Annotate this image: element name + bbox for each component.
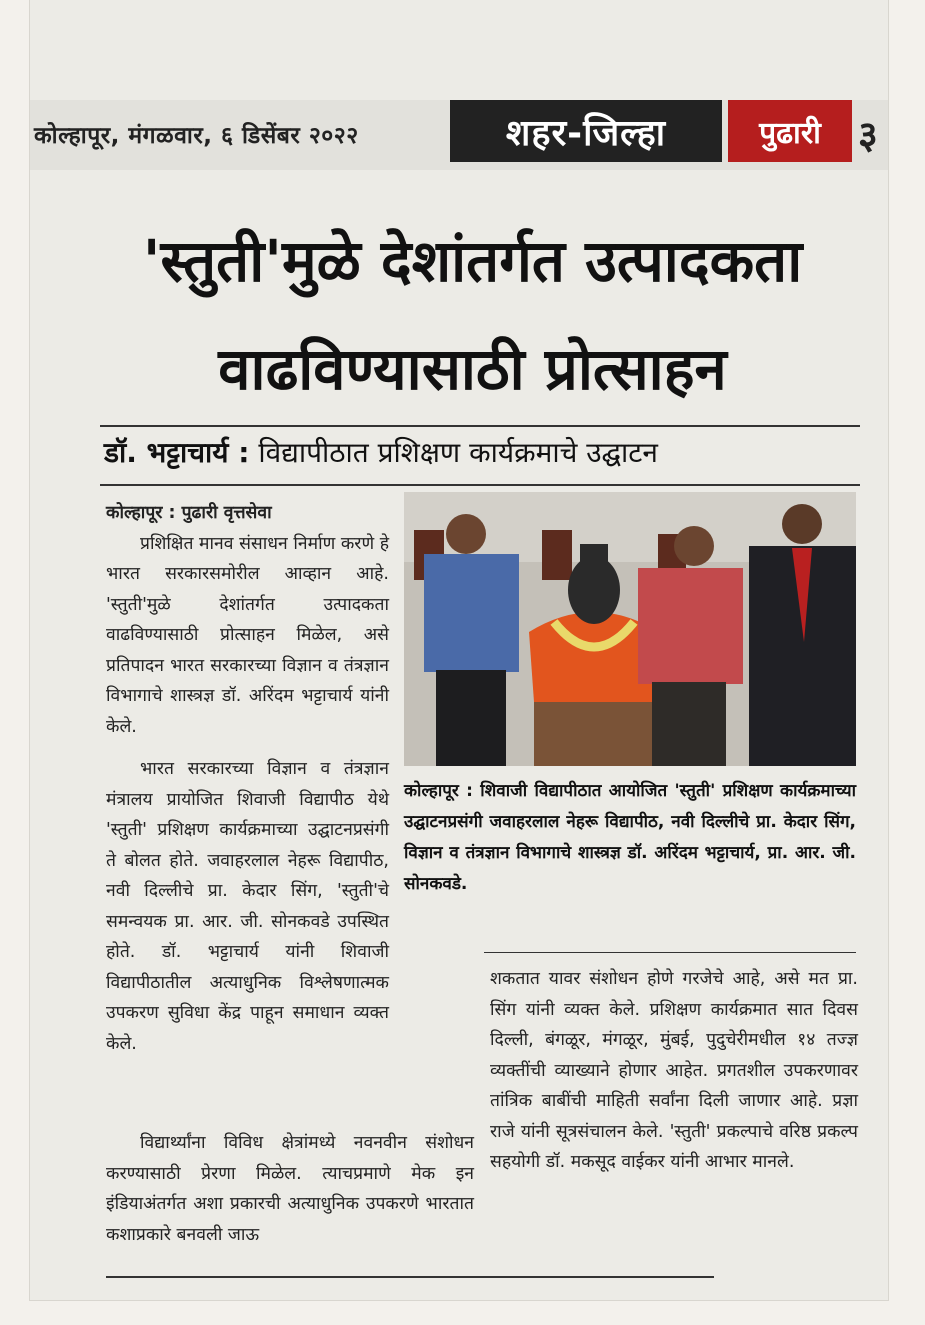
byline: कोल्हापूर : पुढारी वृत्तसेवा bbox=[106, 503, 272, 523]
event-photo bbox=[404, 492, 856, 766]
dateline: कोल्हापूर, मंगळवार, ६ डिसेंबर २०२२ bbox=[34, 123, 359, 149]
subhead-divider bbox=[100, 484, 860, 486]
column-divider bbox=[484, 952, 856, 953]
right-column bbox=[490, 964, 858, 1178]
headline-divider bbox=[100, 425, 860, 427]
paragraph-2: भारत सरकारच्या विज्ञान व तंत्रज्ञान मंत्रालय प्रायोजित शिवाजी विद्यापीठ येथे 'स्तुती' प्रशिक्षण कार्यक्रमाच्या उद्घाटनप्रसंगी ते बोलत होते. जवाहरलाल नेहरू विद्यापीठ, नवी दिल्लीचे प्रा. केदार सिंग, 'स्तुती'चे समन्वयक प्रा. आर. जी. सोनकवडे उपस्थित होते. डॉ. भट्टाचार्य यांनी शिवाजी विद्यापीठातील अत्याधुनिक विश्लेषणात्मक उपकरण सुविधा केंद्र पाहून समाधान व्यक्त केले. bbox=[106, 759, 389, 1054]
paragraph-3: विद्यार्थ्यांना विविध क्षेत्रांमध्ये नवनवीन संशोधन करण्यासाठी प्रेरणा मिळेल. त्याचप्रमाणे मेक इन इंडियाअंतर्गत अशा प्रकारची अत्याधुनिक उपकरणे भारतात कशाप्रकारे बनवली जाऊ bbox=[106, 1133, 474, 1245]
subhead-name: डॉ. भट्टाचार्य : bbox=[104, 436, 250, 469]
newspaper-logo: पुढारी bbox=[728, 100, 852, 162]
photo-caption: कोल्हापूर : शिवाजी विद्यापीठात आयोजित 'स्तुती' प्रशिक्षण कार्यक्रमाच्या उद्घाटनप्रसंगी जवाहरलाल नेहरू विद्यापीठ, नवी दिल्लीचे प्रा. केदार सिंग, विज्ञान व तंत्रज्ञान विभागाचे शास्त्रज्ञ डॉ. अरिंदम भट्टाचार्य, प्रा. आर. जी. सोनकवडे. bbox=[404, 781, 856, 894]
bottom-left-column bbox=[106, 1128, 474, 1250]
left-column bbox=[106, 498, 389, 1059]
paragraph-1: प्रशिक्षित मानव संसाधन निर्माण करणे हे भारत सरकारसमोरील आव्हान आहे. 'स्तुती'मुळे देशांतर्गत उत्पादकता वाढविण्यासाठी प्रोत्साहन मिळेल, असे प्रतिपादन भारत सरकारच्या विज्ञान व तंत्रज्ञान विभागाचे शास्त्रज्ञ डॉ. अरिंदम भट्टाचार्य यांनी केले. bbox=[106, 533, 389, 737]
headline-line-1: 'स्तुती'मुळे देशांतर्गत उत्पादकता bbox=[142, 227, 803, 295]
section-title: शहर-जिल्हा bbox=[450, 100, 722, 162]
paragraph-4: शकतात यावर संशोधन होणे गरजेचे आहे, असे मत प्रा. सिंग यांनी व्यक्त केले. प्रशिक्षण कार्यक्रमात सात दिवस दिल्ली, बंगळूर, मंगळूर, मुंबई, पुदुचेरीमधील १४ तज्ज्ञ व्यक्तींची व्याख्याने होणार आहेत. प्रगतशील उपकरणावर तांत्रिक बाबींची माहिती सर्वांना दिली जाणार आहे. प्रज्ञा राजे यांनी सूत्रसंचालन केले. 'स्तुती' प्रकल्पाचे वरिष्ठ प्रकल्प सहयोगी डॉ. मकसूद वाईकर यांनी आभार मानले. bbox=[490, 969, 858, 1172]
subheadline bbox=[104, 433, 864, 471]
page-number: ३ bbox=[858, 113, 878, 157]
headline-line-2: वाढविण्यासाठी प्रोत्साहन bbox=[218, 335, 727, 403]
subhead-text: विद्यापीठात प्रशिक्षण कार्यक्रमाचे उद्घाटन bbox=[258, 436, 658, 469]
bottom-rule bbox=[106, 1276, 714, 1278]
